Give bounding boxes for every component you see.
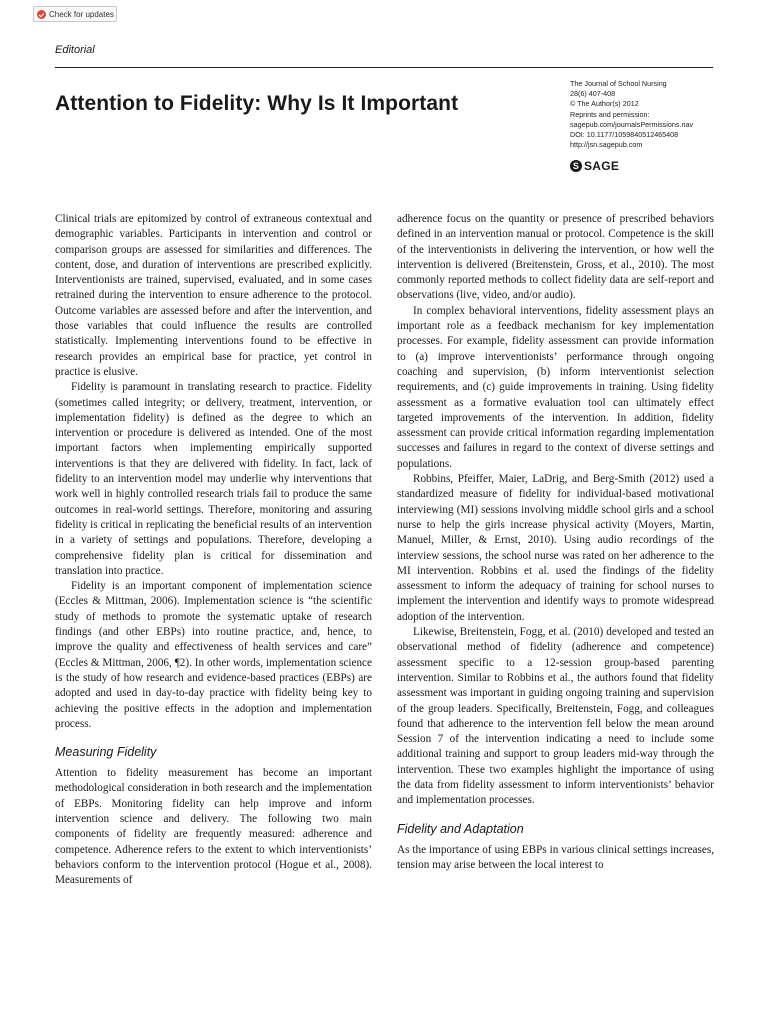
check-updates-icon	[37, 10, 46, 19]
sage-logo-icon: S	[570, 160, 582, 172]
paragraph: As the importance of using EBPs in various clinical settings increases, tension may arise between the local interest to	[397, 843, 714, 871]
journal-url-link[interactable]: http://jsn.sagepub.com	[570, 140, 643, 150]
journal-volume: 28(6) 407-408	[570, 89, 616, 99]
paragraph: Robbins, Pfeiffer, Maier, LaDrig, and Berg-Smith (2012) used a standardized measure of fidelity for individual-based motivational interviewing (MI) sessions involving middle school girls and a school nurse to help the girls increase physical activity (Moyers, Martin, Manuel, Miller, & Ernst, 2010). Using audio recordings of the interview sessions, the school nurse was rated on her adherence to the MI intervention. Robbins et al. used the findings of the fidelity assessment to inform the adequacy of training for school nurses to implement the intervention and identify ways to promote widespread adoption of the intervention.	[397, 473, 714, 623]
section-label: Editorial	[55, 44, 95, 56]
publisher-name: SAGE	[584, 159, 620, 173]
paragraph: Clinical trials are epitomized by control of extraneous contextual and demographic variables. Participants in intervention and control or comparison groups are assessed for similarities and differences. The content, dose, and duration of interventions are prescribed explicitly. Interventionists are trained, supervised, evaluated, and in some cases retrained during the intervention to ensure adherence to the protocol. Outcome variables are assessed before and after the intervention, and those variables that could influence the results are controlled statistically. Implementing interventions found to be effective in research provides an empirical base for practice, yet control in practice is elusive.	[55, 213, 372, 378]
reprints-link[interactable]: sagepub.com/journalsPermissions.nav	[570, 119, 694, 129]
section-heading-measuring-fidelity: Measuring Fidelity	[55, 745, 157, 760]
check-for-updates-badge[interactable]	[33, 6, 117, 22]
paragraph: Attention to fidelity measurement has become an important methodological consideration in both research and the implementation of EBPs. Monitoring fidelity can help improve and inform intervention science and delivery. The following two main components of fidelity are frequently measured: adherence and competence. Adherence refers to the extent to which interventionists’ behaviors conform to the intervention protocol (Hogue et al., 2008). Measurements of	[55, 767, 372, 887]
paragraph: Likewise, Breitenstein, Fogg, et al. (2010) developed and tested an observational method of fidelity (adherence and competence) assessment specific to a 12-session group-based parenting intervention. Similar to Robbins et al., the authors found that fidelity assessment was important in guiding ongoing training and supervision of the group leaders. Specifically, Breitenstein, Fogg, and colleagues found that adherence to the intervention fell below the mean around Session 7 of the intervention indicating a need to include some additional training and support to group leaders mid-way through the intervention. These two examples highlight the importance of using the data from fidelity assessment to inform interventionists’ behavior and implementation processes.	[397, 626, 714, 807]
left-column	[55, 212, 372, 888]
paragraph: Fidelity is an important component of implementation science (Eccles & Mittman, 2006). Implementation science is “the scientific study of methods to promote the systematic uptake of research findings (and other EBPs) into routine practice, and, hence, to improve the quality and effectiveness of health services and care” (Eccles & Mittman, 2006, ¶2). In other words, implementation science is the study of how research and evidence-based practices (EBPs) are adopted and used in day-to-day practice with fidelity being key to achieving the positive effects in the adoption and implementation process.	[55, 580, 372, 730]
reprints-label: Reprints and permission:	[570, 109, 650, 119]
header-rule	[55, 67, 713, 68]
right-column	[397, 212, 714, 873]
paragraph: Fidelity is paramount in translating research to practice. Fidelity (sometimes called integrity; or delivery, treatment, intervention, or implementation fidelity) is defined as the degree to which an intervention or procedure is delivered as intended. One of the most important factors when implementing empirically supported interventions is that they are delivered with fidelity. In fact, lack of fidelity to an intervention model may underlie why interventions that work well in highly controlled research trials fail to produce the same outcomes in real-world settings. Therefore, monitoring and assuring fidelity is critical in replicating the beneficial results of an intervention in a variety of settings and populations. Therefore, developing a comprehensive fidelity plan is critical for dissemination and translation into practice.	[55, 381, 372, 577]
journal-info	[570, 79, 720, 150]
publisher-logo	[570, 159, 619, 173]
article-title: Attention to Fidelity: Why Is It Important	[55, 92, 459, 115]
section-heading-fidelity-adaptation: Fidelity and Adaptation	[397, 821, 524, 836]
copyright: © The Author(s) 2012	[570, 99, 639, 109]
paragraph: adherence focus on the quantity or presence of prescribed behaviors defined in an intervention manual or protocol. Competence is the skill of the interventionists in delivering the intervention, or how well the intervention is delivered (Breitenstein, Gross, et al., 2010). The most commonly reported methods to collect fidelity data are self-report and observations (live, video, and/or audio).	[397, 213, 714, 302]
check-for-updates-label: Check for updates	[49, 9, 114, 19]
journal-name: The Journal of School Nursing	[570, 79, 667, 88]
doi: DOI: 10.1177/1059840512465408	[570, 130, 679, 140]
paragraph: In complex behavioral interventions, fidelity assessment plays an important role as a feedback mechanism for key implementation processes. For example, fidelity assessment can provide information to (a) improve interventionists’ performance through ongoing coaching and supervision, (b) inform interventionist selection requirements, and (c) guide improvements in training. Using fidelity assessment as a formative evaluation tool can ultimately effect targeted improvements of the intervention. In addition, fidelity assessment can provide critical information regarding implementation successes and failures in regard to the context of diverse settings and populations.	[397, 304, 714, 470]
